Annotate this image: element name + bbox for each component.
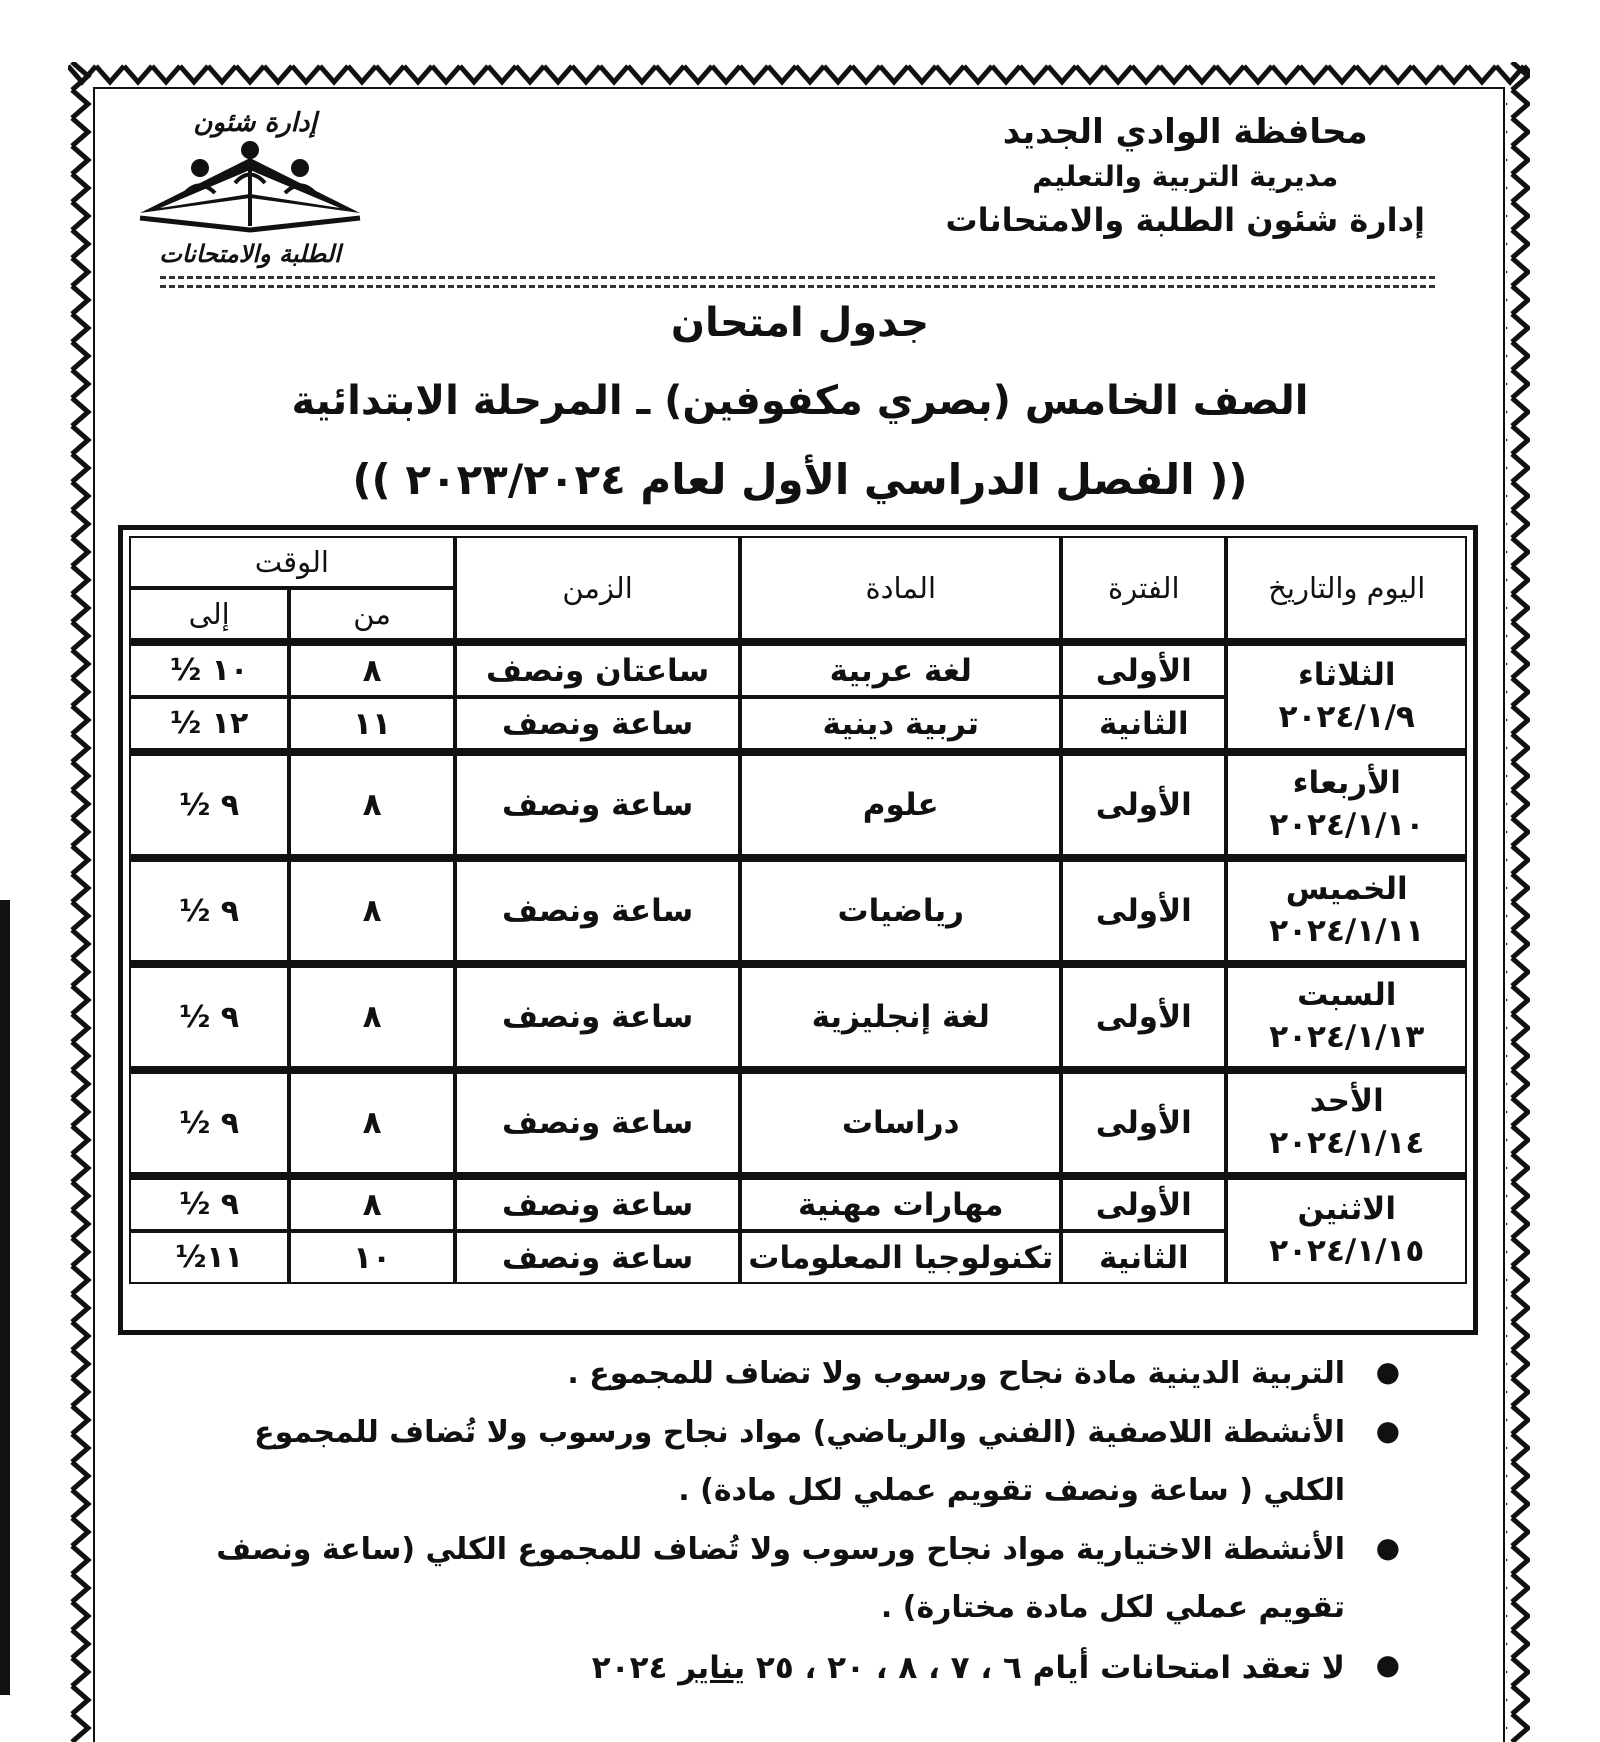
day-date-cell bbox=[1226, 1072, 1467, 1174]
period-cell: الثانية bbox=[1061, 1231, 1226, 1284]
period-cell: الأولى bbox=[1061, 966, 1226, 1068]
exam-date: ٢٠٢٤/١/١٠ bbox=[1269, 807, 1425, 843]
logo-top-text: إدارة شئون bbox=[193, 108, 317, 138]
day-name: الخميس bbox=[1285, 871, 1408, 908]
from-cell: ٨ bbox=[289, 860, 454, 962]
directorate-name: مديرية التربية والتعليم bbox=[1032, 160, 1339, 193]
day-name: الأربعاء bbox=[1292, 765, 1401, 802]
no-exam-month: يناير bbox=[678, 1649, 746, 1686]
bullet-icon: ● bbox=[1375, 1413, 1400, 1447]
subject-cell: لغة إنجليزية bbox=[740, 966, 1061, 1068]
subject-cell: علوم bbox=[740, 754, 1061, 856]
list-item bbox=[170, 1638, 1400, 1698]
from-cell: ٨ bbox=[289, 1178, 454, 1231]
period-cell: الأولى bbox=[1061, 754, 1226, 856]
from-cell: ١٠ bbox=[289, 1231, 454, 1284]
scan-edge-shadow bbox=[0, 900, 10, 1695]
period-cell: الأولى bbox=[1061, 1178, 1226, 1231]
from-cell: ٨ bbox=[289, 966, 454, 1068]
duration-cell: ساعتان ونصف bbox=[455, 644, 741, 697]
day-name: الثلاثاء bbox=[1297, 657, 1396, 694]
exam-schedule-table bbox=[118, 525, 1478, 1335]
to-cell: ٩ ½ bbox=[129, 1178, 289, 1231]
table-row bbox=[129, 966, 1467, 1068]
day-name: الاثنين bbox=[1297, 1191, 1397, 1228]
exam-date: ٢٠٢٤/١/١١ bbox=[1269, 913, 1425, 949]
header-day-date: اليوم والتاريخ bbox=[1226, 536, 1467, 640]
day-date-cell bbox=[1226, 966, 1467, 1068]
governorate-name: محافظة الوادي الجديد bbox=[1002, 112, 1368, 152]
subject-cell: رياضيات bbox=[740, 860, 1061, 962]
department-logo bbox=[120, 108, 380, 268]
from-cell: ٨ bbox=[289, 644, 454, 697]
day-date-cell bbox=[1226, 1178, 1467, 1284]
duration-cell: ساعة ونصف bbox=[455, 1178, 741, 1231]
exam-date: ٢٠٢٤/١/١٣ bbox=[1269, 1019, 1425, 1055]
note-text: التربية الدينية مادة نجاح ورسوب ولا تضاف للمجموع . bbox=[567, 1356, 1345, 1391]
duration-cell: ساعة ونصف bbox=[455, 754, 741, 856]
header-time: الوقت bbox=[129, 536, 455, 588]
grade-title: الصف الخامس (بصري مكفوفين) ـ المرحلة الابتدائية bbox=[291, 378, 1309, 424]
day-name: الأحد bbox=[1309, 1083, 1384, 1120]
table-row bbox=[129, 644, 1467, 697]
subject-cell: تربية دينية bbox=[740, 697, 1061, 750]
bullet-icon: ● bbox=[1375, 1355, 1400, 1388]
bullet-icon: ● bbox=[1375, 1647, 1400, 1681]
to-cell: ٩ ½ bbox=[129, 1072, 289, 1174]
to-cell: ٩ ½ bbox=[129, 860, 289, 962]
table-row bbox=[129, 754, 1467, 856]
issuer-header bbox=[945, 112, 1425, 239]
logo-bottom-text: الطلبة والامتحانات bbox=[159, 240, 341, 268]
term-title: (( الفصل الدراسي الأول لعام ٢٠٢٣/٢٠٢٤ )) bbox=[352, 455, 1248, 504]
exam-date: ٢٠٢٤/١/١٥ bbox=[1269, 1233, 1425, 1269]
header-duration: الزمن bbox=[455, 536, 741, 640]
bullet-icon: ● bbox=[1375, 1530, 1400, 1564]
from-cell: ١١ bbox=[289, 697, 454, 750]
list-item bbox=[170, 1521, 1400, 1638]
to-cell: ٩ ½ bbox=[129, 966, 289, 1068]
header-period: الفترة bbox=[1061, 536, 1226, 640]
list-item bbox=[170, 1345, 1400, 1404]
duration-cell: ساعة ونصف bbox=[455, 966, 741, 1068]
department-name: إدارة شئون الطلبة والامتحانات bbox=[945, 201, 1425, 239]
to-cell: ١١½ bbox=[129, 1231, 289, 1284]
table-row bbox=[129, 860, 1467, 962]
exam-date: ٢٠٢٤/١/١٤ bbox=[1269, 1125, 1425, 1161]
period-cell: الأولى bbox=[1061, 1072, 1226, 1174]
duration-cell: ساعة ونصف bbox=[455, 697, 741, 750]
exam-date: ٢٠٢٤/١/٩ bbox=[1278, 699, 1415, 735]
day-name: السبت bbox=[1297, 977, 1397, 1014]
duration-cell: ساعة ونصف bbox=[455, 1072, 741, 1174]
page-title: جدول امتحان bbox=[670, 300, 930, 346]
note-text: الأنشطة اللاصفية (الفني والرياضي) مواد نجاح ورسوب ولا تُضاف للمجموع الكلي ( ساعة ونصف تقويم عملي لكل مادة) . bbox=[254, 1414, 1345, 1508]
from-cell: ٨ bbox=[289, 1072, 454, 1174]
no-exam-year: ٢٠٢٤ bbox=[591, 1649, 679, 1686]
table-row bbox=[129, 1072, 1467, 1174]
list-item bbox=[170, 1404, 1400, 1521]
day-date-cell bbox=[1226, 754, 1467, 856]
to-cell: ١٠ ½ bbox=[129, 644, 289, 697]
no-exam-days-text: لا تعقد امتحانات أيام ٦ ، ٧ ، ٨ ، ٢٠ ، ٢٥ bbox=[745, 1649, 1345, 1686]
subject-cell: مهارات مهنية bbox=[740, 1178, 1061, 1231]
notes-list bbox=[170, 1345, 1400, 1698]
period-cell: الأولى bbox=[1061, 860, 1226, 962]
header-from: من bbox=[289, 588, 454, 640]
period-cell: الأولى bbox=[1061, 644, 1226, 697]
duration-cell: ساعة ونصف bbox=[455, 1231, 741, 1284]
from-cell: ٨ bbox=[289, 754, 454, 856]
subject-cell: لغة عربية bbox=[740, 644, 1061, 697]
header-separator bbox=[160, 276, 1435, 288]
subject-cell: دراسات bbox=[740, 1072, 1061, 1174]
to-cell: ١٢ ½ bbox=[129, 697, 289, 750]
period-cell: الثانية bbox=[1061, 697, 1226, 750]
day-date-cell bbox=[1226, 860, 1467, 962]
to-cell: ٩ ½ bbox=[129, 754, 289, 856]
table-row bbox=[129, 1178, 1467, 1231]
subject-cell: تكنولوجيا المعلومات bbox=[740, 1231, 1061, 1284]
open-book-icon bbox=[130, 138, 370, 238]
duration-cell: ساعة ونصف bbox=[455, 860, 741, 962]
header-subject: المادة bbox=[740, 536, 1061, 640]
day-date-cell bbox=[1226, 644, 1467, 750]
note-text: الأنشطة الاختيارية مواد نجاح ورسوب ولا تُضاف للمجموع الكلي (ساعة ونصف تقويم عملي لكل مادة مختارة) . bbox=[216, 1531, 1345, 1625]
header-to: إلى bbox=[129, 588, 289, 640]
